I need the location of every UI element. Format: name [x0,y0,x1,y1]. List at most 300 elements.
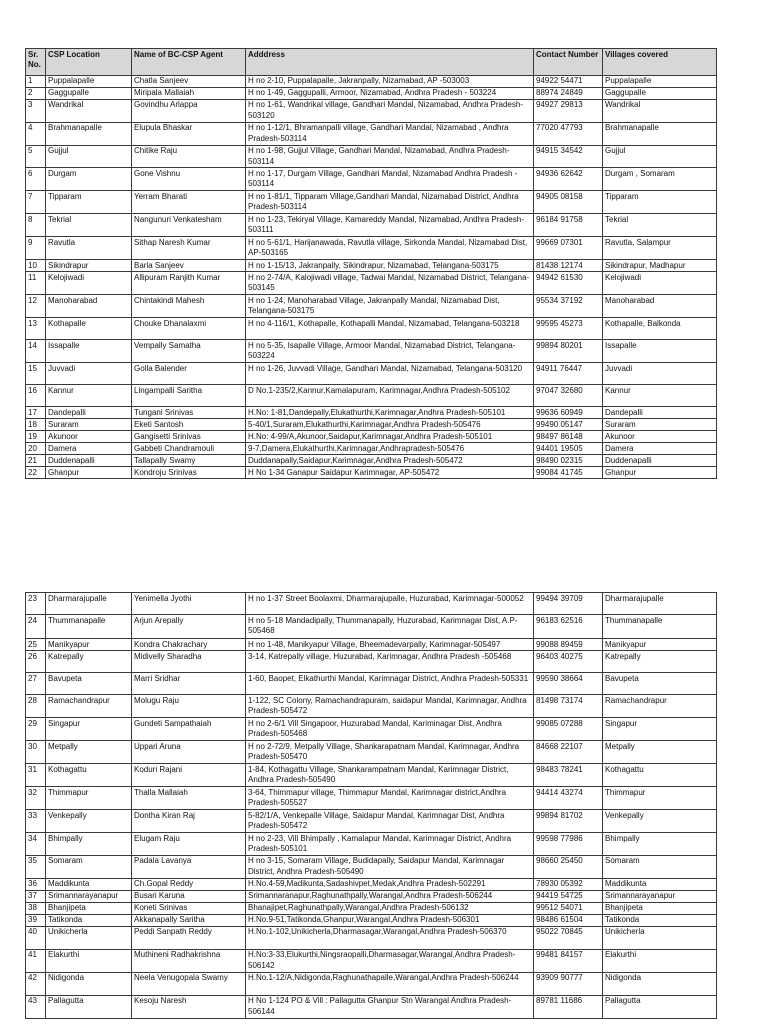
table-row [26,651,717,673]
cell-contact-number: 94401 19505 [534,443,603,455]
cell-sr-no: 15 [26,363,46,385]
cell-contact-number: 99598 77986 [534,833,603,856]
cell-csp-location: Metpally [46,741,132,764]
cell-villages-covered: Kannur [603,385,717,407]
cell-csp-location: Tatikonda [46,914,132,926]
cell-csp-location: Ghanpur [46,467,132,479]
cell-sr-no: 33 [26,810,46,833]
cell-contact-number: 99481 84157 [534,949,603,972]
cell-agent-name: Arjun Arepally [132,615,246,639]
cell-agent-name: Padala Lavanya [132,855,246,878]
table-row [26,695,717,718]
cell-sr-no: 17 [26,407,46,419]
cell-villages-covered: Gaggupalle [603,87,717,99]
cell-contact-number: 94905 08158 [534,191,603,214]
cell-villages-covered: Pallagutta [603,995,717,1018]
cell-agent-name: Ch.Gopal Reddy [132,878,246,890]
cell-csp-location: Kothagattu [46,764,132,787]
cell-contact-number: 96184 91758 [534,214,603,237]
cell-sr-no: 34 [26,833,46,856]
table-row [26,363,717,385]
cell-villages-covered: Juvvadi [603,363,717,385]
cell-agent-name: Tallapally Swamy [132,455,246,467]
table-row [26,75,717,87]
cell-address: H no 2-6/1 Vill Singapoor, Huzurabad Mandal, Kariminagar Dist, Andhra Pradesh-505468 [246,718,534,741]
table-row [26,237,717,260]
table-row [26,407,717,419]
cell-address: H.No: 4-99/A,Akunoor,Saidapur,Karimnagar,Andhra Pradesh-505101 [246,431,534,443]
cell-address: H no 2-10, Puppalapalle, Jakranpally, Nizamabad, AP -503003 [246,75,534,87]
cell-csp-location: Gujjul [46,145,132,168]
cell-csp-location: Brahmanapalle [46,122,132,145]
cell-address: H.No: 1-81,Dandepally,Elukathurthi,Karimnagar,Andhra Pradesh-505101 [246,407,534,419]
cell-sr-no: 14 [26,340,46,363]
cell-agent-name: Akkanapally Saritha [132,914,246,926]
cell-sr-no: 10 [26,260,46,272]
header-csp-location: CSP Location [46,49,132,76]
cell-csp-location: Sikindrapur [46,260,132,272]
table-row [26,787,717,810]
cell-csp-location: Bhimpally [46,833,132,856]
cell-contact-number: 96403 40275 [534,651,603,673]
cell-contact-number: 95534 37192 [534,295,603,318]
cell-address: Bhanajipet,Raghunathpally,Warangal,Andhra Pradesh-506132 [246,902,534,914]
cell-csp-location: Issapalle [46,340,132,363]
cell-address: H no 2-23, Vill Bhimpally , Kamalapur Mandal, Karimnagar District, Andhra Pradesh-505101 [246,833,534,856]
csp-table-1 [25,48,717,479]
table-row [26,260,717,272]
cell-address: 5-40/1,Suraram,Elukathurthi,Karimnagar,Andhra Pradesh-505476 [246,419,534,431]
cell-agent-name: Yerram Bharati [132,191,246,214]
cell-sr-no: 40 [26,926,46,949]
cell-contact-number: 98483 78241 [534,764,603,787]
cell-agent-name: Gundeti Sampathaiah [132,718,246,741]
cell-contact-number: 94942 61530 [534,272,603,295]
cell-csp-location: Somaram [46,855,132,878]
cell-villages-covered: Kothapalle, Balkonda [603,318,717,340]
cell-csp-location: Durgam [46,168,132,191]
cell-agent-name: Gangisetti Srinivas [132,431,246,443]
cell-agent-name: Nangunuri Venkatesham [132,214,246,237]
table-row [26,593,717,615]
cell-sr-no: 28 [26,695,46,718]
cell-sr-no: 20 [26,443,46,455]
cell-contact-number: 98660 25450 [534,855,603,878]
table-row [26,972,717,995]
cell-villages-covered: Kelojiwadi [603,272,717,295]
cell-csp-location: Unikicherla [46,926,132,949]
cell-contact-number: 94922 54471 [534,75,603,87]
cell-agent-name: Muthineni Radhakrishna [132,949,246,972]
cell-villages-covered: Ravutla, Salampur [603,237,717,260]
table-row [26,949,717,972]
table-row [26,890,717,902]
cell-address: 5-82/1/A, Venkepalle Village, Saidapur Mandal, Karimnagar Dist, Andhra Pradesh-505472 [246,810,534,833]
cell-sr-no: 30 [26,741,46,764]
table-row [26,718,717,741]
cell-csp-location: Manoharabad [46,295,132,318]
cell-address: H no 2-74/A, Kalojiwadi village, Tadwai Mandal, Nizamabad District, Telangana-503145 [246,272,534,295]
cell-villages-covered: Dharmarajupalle [603,593,717,615]
cell-villages-covered: Gujjul [603,145,717,168]
table-row [26,419,717,431]
cell-villages-covered: Damera [603,443,717,455]
cell-villages-covered: Metpally [603,741,717,764]
cell-csp-location: Suraram [46,419,132,431]
cell-contact-number: 96183 62516 [534,615,603,639]
cell-contact-number: 81438 12174 [534,260,603,272]
cell-contact-number: 81498 73174 [534,695,603,718]
cell-address: Duddanapally,Saidapur,Karimnagar,Andhra Pradesh-505472 [246,455,534,467]
cell-csp-location: Venkepally [46,810,132,833]
cell-contact-number: 94936 62642 [534,168,603,191]
cell-sr-no: 31 [26,764,46,787]
cell-sr-no: 5 [26,145,46,168]
table-row [26,168,717,191]
cell-address: H no 1-37 Street Boolaxmi, Dharmarajupalle, Huzurabad, Karimnagar-500052 [246,593,534,615]
cell-address: 9-7,Damera,Elukathurthi,Karimnagar,Andhrapradesh-505476 [246,443,534,455]
cell-sr-no: 3 [26,99,46,122]
cell-agent-name: Chouke Dhanalaxmi [132,318,246,340]
cell-contact-number: 99595 45273 [534,318,603,340]
cell-villages-covered: Katrepally [603,651,717,673]
cell-csp-location: Srimannarayanapur [46,890,132,902]
cell-csp-location: Ramachandrapur [46,695,132,718]
cell-agent-name: Yenimella Jyothi [132,593,246,615]
cell-csp-location: Nidigonda [46,972,132,995]
table-row [26,764,717,787]
cell-address: 1-60, Baopet, Elkathurthi Mandal, Karimnagar District, Andhra Pradesh-505331 [246,673,534,695]
cell-contact-number: 99085 07288 [534,718,603,741]
cell-agent-name: Molugu Raju [132,695,246,718]
cell-sr-no: 1 [26,75,46,87]
cell-address: 1-84, Kothagattu Village, Shankarampatnam Mandal, Karimnagar District, Andhra Pradesh-505490 [246,764,534,787]
cell-address: 1-122, SC Colony, Ramachandrapuram, saidapur Mandal, Karimnagar, Andhra Pradesh-505472 [246,695,534,718]
cell-agent-name: Midivelly Sharadha [132,651,246,673]
cell-agent-name: Kondra Chakrachary [132,639,246,651]
cell-csp-location: Akunoor [46,431,132,443]
cell-villages-covered: Thimmapur [603,787,717,810]
cell-villages-covered: Akunoor [603,431,717,443]
cell-address: H No 1-124 PO & Vill : Pallagutta Ghanpur Stn Warangal Andhra Pradesh-506144 [246,995,534,1018]
cell-villages-covered: Bhanjipeta [603,902,717,914]
table-row [26,615,717,639]
cell-sr-no: 37 [26,890,46,902]
cell-contact-number: 77020 47793 [534,122,603,145]
cell-villages-covered: Thummanapalle [603,615,717,639]
cell-address: H no 1-12/1, Bhramanpalli village, Gandhari Mandal, Nizamabad , Andhra Pradesh-503114 [246,122,534,145]
cell-agent-name: Marri Sridhar [132,673,246,695]
cell-address: H.No.1-12/A,Nidigonda,Raghunathapalle,Warangal,Andhra Pradesh-506244 [246,972,534,995]
cell-villages-covered: Bhimpally [603,833,717,856]
cell-agent-name: Vempally Samatha [132,340,246,363]
cell-contact-number: 94927 29813 [534,99,603,122]
header-sr-no: Sr. No. [26,49,46,76]
cell-villages-covered: Kothagattu [603,764,717,787]
cell-sr-no: 24 [26,615,46,639]
table-body [26,593,717,1019]
cell-contact-number: 99084 41745 [534,467,603,479]
cell-agent-name: Chintakindi Mahesh [132,295,246,318]
cell-contact-number: 94911 76447 [534,363,603,385]
cell-csp-location: Bavupeta [46,673,132,695]
cell-agent-name: Gone Vishnu [132,168,246,191]
cell-address: 3-14, Katrepally village, Huzurabad, Karimnagar, Andhra Pradesh -505468 [246,651,534,673]
cell-contact-number: 98497 86148 [534,431,603,443]
cell-villages-covered: Ghanpur [603,467,717,479]
cell-contact-number: 94414 43274 [534,787,603,810]
cell-address: H no 1-49, Gaggupalli, Armoor, Nizamabad, Andhra Pradesh - 503224 [246,87,534,99]
cell-csp-location: Dandepalli [46,407,132,419]
cell-agent-name: Miripala Mallaiah [132,87,246,99]
header-villages-covered: Villages covered [603,49,717,76]
cell-csp-location: Juvvadi [46,363,132,385]
cell-address: H no 1-81/1, Tipparam Village,Gandhari Mandal, Nizamabad District, Andhra Pradesh-503114 [246,191,534,214]
cell-agent-name: Dontha Kiran Raj [132,810,246,833]
cell-agent-name: Elugam Raju [132,833,246,856]
cell-sr-no: 9 [26,237,46,260]
cell-villages-covered: Wandrikal [603,99,717,122]
cell-agent-name: Peddi Sanpath Reddy [132,926,246,949]
cell-sr-no: 16 [26,385,46,407]
cell-agent-name: Kondroju Srinivas [132,467,246,479]
table-row [26,443,717,455]
cell-address: H no 5-18 Mandadipally, Thummanapally, Huzurabad, Karimnagar Dist, A.P-505468 [246,615,534,639]
cell-address: H.No.1-102,Unikicherla,Dharmasagar,Warangal,Andhra Pradesh-506370 [246,926,534,949]
table-row [26,926,717,949]
cell-sr-no: 4 [26,122,46,145]
cell-sr-no: 12 [26,295,46,318]
cell-sr-no: 19 [26,431,46,443]
cell-csp-location: Maddikunta [46,878,132,890]
cell-address: H no 4-116/1, Kothapalle, Kothapalli Mandal, Nizamabad, Telangana-503218 [246,318,534,340]
table-row [26,673,717,695]
cell-csp-location: Katrepally [46,651,132,673]
cell-sr-no: 18 [26,419,46,431]
cell-agent-name: Eketi Santosh [132,419,246,431]
cell-csp-location: Manikyapur [46,639,132,651]
cell-agent-name: Gabbeti Chandramouli [132,443,246,455]
cell-contact-number: 99636 60949 [534,407,603,419]
cell-villages-covered: Bavupeta [603,673,717,695]
cell-contact-number: 93909 90777 [534,972,603,995]
cell-address: H no 5-61/1, Harijanawada, Ravutla village, Sirkonda Mandal, Nizamabad Dist, AP-503165 [246,237,534,260]
table-row [26,902,717,914]
cell-villages-covered: Ramachandrapur [603,695,717,718]
cell-sr-no: 43 [26,995,46,1018]
cell-address: H No 1-34 Ganapur Saidapur Karimnagar, AP-505472 [246,467,534,479]
cell-agent-name: Lingampalli Saritha [132,385,246,407]
cell-address: H no 1-17, Durgam Village, Gandhari Mandal, Nizamabad Andhra Pradesh - 503114 [246,168,534,191]
table-row [26,272,717,295]
cell-csp-location: Gaggupalle [46,87,132,99]
table-row [26,99,717,122]
cell-villages-covered: Brahmanapalle [603,122,717,145]
cell-contact-number: 99490 05147 [534,419,603,431]
cell-csp-location: Kannur [46,385,132,407]
cell-address: H no 1-98, Gujjul Village, Gandhari Mandal, Nizamabad, Andhra Pradesh-503114 [246,145,534,168]
cell-address: H no 1-48, Manikyapur Village, Bheemadevarpally, Karimnagar-505497 [246,639,534,651]
cell-villages-covered: Suraram [603,419,717,431]
cell-csp-location: Elakurthi [46,949,132,972]
table-row [26,914,717,926]
cell-agent-name: Chatla Sanjeev [132,75,246,87]
cell-villages-covered: Dandepalli [603,407,717,419]
cell-contact-number: 98490 02315 [534,455,603,467]
table-row [26,318,717,340]
cell-agent-name: Sithap Naresh Kumar [132,237,246,260]
cell-agent-name: Govindhu Arlappa [132,99,246,122]
cell-villages-covered: Singapur [603,718,717,741]
table-row [26,340,717,363]
cell-villages-covered: Sikindrapur, Madhapur [603,260,717,272]
cell-sr-no: 22 [26,467,46,479]
cell-contact-number: 97047 32680 [534,385,603,407]
cell-sr-no: 26 [26,651,46,673]
cell-villages-covered: Tekrial [603,214,717,237]
cell-contact-number: 99590 38664 [534,673,603,695]
cell-contact-number: 99669 07301 [534,237,603,260]
cell-address: Srimannaranapur,Raghunathpally,Warangal,Andhra Pradesh-506244 [246,890,534,902]
cell-agent-name: Thalla Mallaiah [132,787,246,810]
cell-csp-location: Kelojiwadi [46,272,132,295]
cell-address: H no 1-24, Manoharabad Village, Jakranpally Mandal, Nizamabad Dist, Telangana-503175 [246,295,534,318]
cell-csp-location: Thimmapur [46,787,132,810]
cell-villages-covered: Duddenapalli [603,455,717,467]
cell-agent-name: Tungani Srinivas [132,407,246,419]
cell-csp-location: Kothapalle [46,318,132,340]
table-row [26,639,717,651]
cell-csp-location: Duddenapalli [46,455,132,467]
cell-sr-no: 8 [26,214,46,237]
table-row [26,455,717,467]
table-row [26,810,717,833]
cell-agent-name: Allipuram Ranjith Kumar [132,272,246,295]
cell-csp-location: Bhanjipeta [46,902,132,914]
cell-villages-covered: Tipparam [603,191,717,214]
cell-address: H.No.4-59,Madikunta,Sadashivpet,Medak,Andhra Pradesh-502291 [246,878,534,890]
table-row [26,995,717,1018]
table-row [26,385,717,407]
table-row [26,295,717,318]
cell-villages-covered: Unikicherla [603,926,717,949]
cell-sr-no: 21 [26,455,46,467]
cell-contact-number: 99088 89459 [534,639,603,651]
cell-agent-name: Kesoju Naresh [132,995,246,1018]
cell-villages-covered: Manikyapur [603,639,717,651]
cell-address: H no 2-72/9, Metpally Village, Shankarapatnam Mandal, Karimnagar, Andhra Pradesh-505470 [246,741,534,764]
cell-csp-location: Pallagutta [46,995,132,1018]
cell-sr-no: 41 [26,949,46,972]
table-row [26,191,717,214]
cell-csp-location: Puppalapalle [46,75,132,87]
cell-csp-location: Dharmarajupalle [46,593,132,615]
cell-villages-covered: Elakurthi [603,949,717,972]
cell-villages-covered: Tatikonda [603,914,717,926]
cell-agent-name: Koneti Srinivas [132,902,246,914]
cell-villages-covered: Srimannarayanapur [603,890,717,902]
cell-address: H.No:3-33,Elukurthi,Ningsraopalli,Dharmasagar,Warangal,Andhra Pradesh-506142 [246,949,534,972]
cell-agent-name: Barla Sanjeev [132,260,246,272]
cell-villages-covered: Somaram [603,855,717,878]
cell-address: H no 3-15, Somaram Village, Budidapally, Saidapur Mandal, Karimnagar District, Andhra Pradesh-505490 [246,855,534,878]
table-row [26,833,717,856]
cell-sr-no: 2 [26,87,46,99]
cell-sr-no: 39 [26,914,46,926]
cell-villages-covered: Durgam , Somaram [603,168,717,191]
cell-sr-no: 35 [26,855,46,878]
table-row [26,855,717,878]
cell-contact-number: 99894 80201 [534,340,603,363]
cell-contact-number: 99512 54071 [534,902,603,914]
cell-contact-number: 98486 61504 [534,914,603,926]
cell-agent-name: Uppari Aruna [132,741,246,764]
cell-villages-covered: Manoharabad [603,295,717,318]
cell-csp-location: Tekrial [46,214,132,237]
cell-sr-no: 25 [26,639,46,651]
cell-contact-number: 84668 22107 [534,741,603,764]
header-address: Adddress [246,49,534,76]
table-row [26,122,717,145]
cell-address: H no 1-15/13, Jakranpally, Sikindrapur, Nizamabad, Telangana-503175 [246,260,534,272]
cell-contact-number: 78930 05392 [534,878,603,890]
cell-address: D No.1-235/2,Kannur,Kamalapuram, Karimnagar,Andhra Pradesh-505102 [246,385,534,407]
cell-sr-no: 23 [26,593,46,615]
cell-agent-name: Koduri Rajani [132,764,246,787]
cell-sr-no: 38 [26,902,46,914]
cell-csp-location: Ravutla [46,237,132,260]
cell-sr-no: 6 [26,168,46,191]
cell-agent-name: Neela Venugopala Swamy [132,972,246,995]
cell-sr-no: 11 [26,272,46,295]
table-body [26,75,717,479]
cell-sr-no: 13 [26,318,46,340]
cell-villages-covered: Issapalle [603,340,717,363]
cell-villages-covered: Venkepally [603,810,717,833]
cell-sr-no: 42 [26,972,46,995]
cell-sr-no: 32 [26,787,46,810]
cell-sr-no: 7 [26,191,46,214]
header-agent-name: Name of BC-CSP Agent [132,49,246,76]
cell-agent-name: Busari Karuna [132,890,246,902]
table-header-row [26,49,717,76]
cell-csp-location: Wandrikal [46,99,132,122]
table-row [26,214,717,237]
cell-contact-number: 94419 54725 [534,890,603,902]
cell-address: H no 1-61, Wandrikal village, Gandhari Mandal, Nizamabad, Andhra Pradesh-503120 [246,99,534,122]
table-row [26,878,717,890]
cell-agent-name: Golla Balender [132,363,246,385]
cell-villages-covered: Nidigonda [603,972,717,995]
cell-contact-number: 88974 24849 [534,87,603,99]
cell-sr-no: 29 [26,718,46,741]
cell-sr-no: 36 [26,878,46,890]
cell-csp-location: Thummanapalle [46,615,132,639]
table-row [26,741,717,764]
cell-contact-number: 99494 39709 [534,593,603,615]
csp-table-2 [25,592,717,1019]
cell-csp-location: Damera [46,443,132,455]
cell-csp-location: Tipparam [46,191,132,214]
table-row [26,87,717,99]
table-row [26,431,717,443]
cell-agent-name: Elupula Bhaskar [132,122,246,145]
cell-contact-number: 89781 11686 [534,995,603,1018]
cell-sr-no: 27 [26,673,46,695]
cell-villages-covered: Maddikunta [603,878,717,890]
table-row [26,467,717,479]
cell-contact-number: 95022 70845 [534,926,603,949]
